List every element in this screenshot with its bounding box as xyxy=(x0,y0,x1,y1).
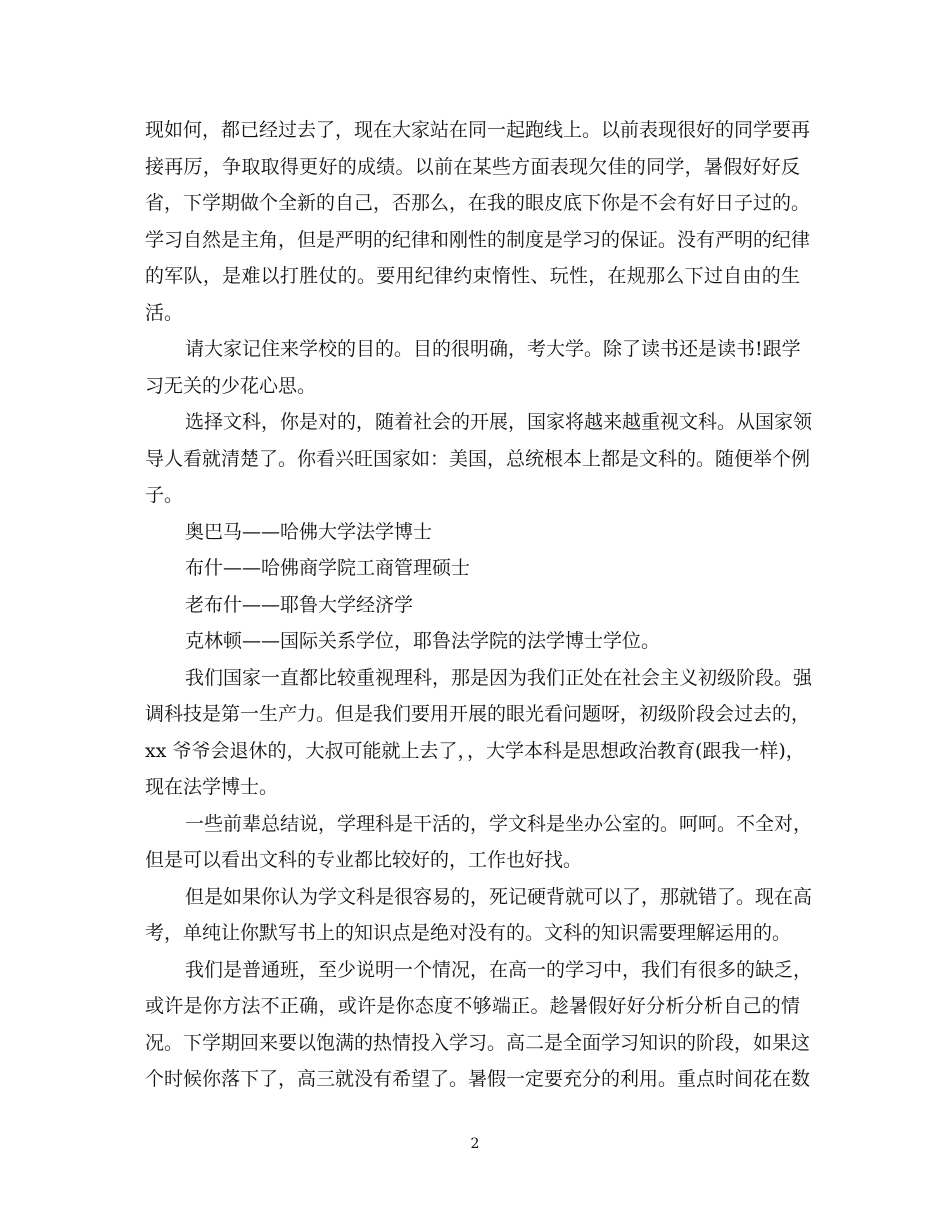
text-line: 习无关的少花心思。 xyxy=(145,374,317,397)
text-line: 但是可以看出文科的专业都比较好的，工作也好找。 xyxy=(145,849,583,871)
text-line: 考，单纯让你默写书上的知识点是绝对没有的。文科的知识需要理解运用的。 xyxy=(145,922,792,944)
page-number: 2 xyxy=(470,1136,480,1152)
text-line: 个时候你落下了，高三就没有希望了。暑假一定要充分的利用。重点时间花在数 xyxy=(145,1068,811,1090)
text-line: 我们国家一直都比较重视理科，那是因为我们正处在社会主义初级阶段。强 xyxy=(185,666,813,689)
text-line: 活。 xyxy=(145,301,184,324)
text-line: 老布什——耶鲁大学经济学 xyxy=(185,593,414,616)
text-line: 接再厉，争取取得更好的成绩。以前在某些方面表现欠佳的同学，暑假好好反 xyxy=(145,155,800,178)
text-line: 请大家记住来学校的目的。目的很明确，考大学。除了读书还是读书!跟学 xyxy=(185,338,801,360)
text-line: 奥巴马——哈佛大学法学博士 xyxy=(185,520,433,543)
text-line: 的军队，是难以打胜仗的。要用纪律约束惰性、玩性，在规那么下过自由的生 xyxy=(145,265,800,287)
text-line: 一些前辈总结说，学理科是干活的，学文科是坐办公室的。呵呵。不全对， xyxy=(185,812,813,835)
text-line: 现如何，都已经过去了，现在大家站在同一起跑线上。以前表现很好的同学要再 xyxy=(145,119,811,141)
text-line: 省，下学期做个全新的自己，否那么，在我的眼皮底下你是不会有好日子过的。 xyxy=(145,192,811,214)
text-line: 但是如果你认为学文科是很容易的，死记硬背就可以了，那就错了。现在高 xyxy=(185,885,813,908)
text-line: 学习自然是主角，但是严明的纪律和刚性的制度是学习的保证。没有严明的纪律 xyxy=(145,228,811,251)
text-line: 布什——哈佛商学院工商管理硕士 xyxy=(185,557,471,579)
text-line: 况。下学期回来要以饱满的热情投入学习。高二是全面学习知识的阶段，如果这 xyxy=(145,1031,811,1054)
text-line: 导人看就清楚了。你看兴旺国家如：美国，总统根本上都是文科的。随便举个例 xyxy=(145,447,811,470)
text-line: 我们是普通班，至少说明一个情况，在高一的学习中，我们有很多的缺乏， xyxy=(185,958,813,981)
document-body xyxy=(145,112,813,1098)
text-line: 子。 xyxy=(145,484,184,506)
text-line: 现在法学博士。 xyxy=(145,776,279,798)
text-line: xx 爷爷会退休的，大叔可能就上去了，，大学本科是思想政治教育(跟我一样)， xyxy=(145,739,805,762)
text-line: 选择文科，你是对的，随着社会的开展，国家将越来越重视文科。从国家领 xyxy=(185,411,813,433)
text-line: 调科技是第一生产力。但是我们要用开展的眼光看问题呀，初级阶段会过去的， xyxy=(145,703,811,725)
text-line: 或许是你方法不正确，或许是你态度不够端正。趁暑假好好分析分析自己的情 xyxy=(145,995,800,1017)
text-line: 克林顿——国际关系学位，耶鲁法学院的法学博士学位。 xyxy=(185,630,661,652)
